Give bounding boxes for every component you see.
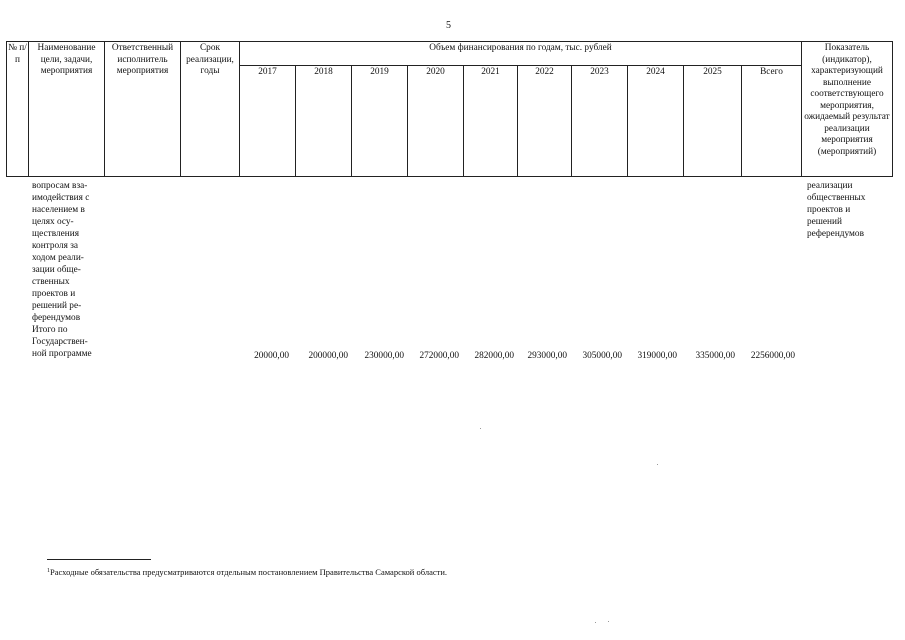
total-value-2019: 230000,00	[364, 351, 404, 361]
total-value-2022: 293000,00	[527, 351, 567, 361]
scan-speck	[608, 621, 609, 622]
total-value-all: 2256000,00	[750, 351, 795, 361]
text-line: референдумов	[807, 229, 864, 239]
header-total: Всего	[742, 66, 802, 177]
text-line: ственных	[32, 277, 70, 287]
text-line: населением в	[32, 205, 85, 215]
total-value-2017: 20000,00	[254, 351, 289, 361]
text-line: проектов и	[32, 289, 76, 299]
header-year: 2018	[296, 66, 352, 177]
text-line: ферендумов	[32, 313, 81, 323]
header-funding: Объем финансирования по годам, тыс. рублей	[240, 42, 802, 66]
text-line: ществления	[32, 229, 79, 239]
text-line: имодействия с	[32, 193, 90, 203]
header-year: 2017	[240, 66, 296, 177]
header-year: 2022	[518, 66, 572, 177]
total-value-2024: 319000,00	[637, 351, 677, 361]
header-number: № п/п	[7, 42, 29, 177]
total-value-2020: 272000,00	[419, 351, 459, 361]
total-value-2018: 200000,00	[308, 351, 348, 361]
scan-speck	[480, 428, 481, 429]
continued-indicator	[807, 180, 887, 240]
total-value-2025: 335000,00	[695, 351, 735, 361]
header-name: Наименование цели, задачи, мероприятия	[29, 42, 105, 177]
text-line: Государствен-	[32, 337, 88, 347]
footnote	[47, 566, 447, 578]
header-year: 2020	[408, 66, 464, 177]
text-line: целях осу-	[32, 217, 74, 227]
page-number: 5	[446, 20, 451, 31]
text-line: контроля за	[32, 241, 79, 251]
header-year: 2023	[572, 66, 628, 177]
text-line: общественных	[807, 193, 866, 203]
header-year: 2019	[352, 66, 408, 177]
text-line: зации обще-	[32, 265, 81, 275]
text-line: проектов и	[807, 205, 851, 215]
continued-item-name	[32, 180, 104, 360]
footnote-text: Расходные обязательства предусматриваются отдельным постановлением Правительства Самарской области.	[50, 567, 448, 577]
footnote-separator	[47, 559, 151, 560]
text-line: ходом реали-	[32, 253, 84, 263]
scan-speck	[657, 464, 658, 465]
scan-speck	[595, 622, 596, 623]
footnote-marker: 1	[47, 568, 50, 574]
text-line: Итого по	[32, 325, 68, 335]
text-line: решений	[807, 217, 842, 227]
header-period: Срок реализации, годы	[181, 42, 240, 177]
header-indicator: Показатель (индикатор), характеризующий выполнение соответствующего мероприятия, ожидаемый результат реализации мероприятия (мероприятий)	[802, 42, 893, 177]
header-year: 2025	[684, 66, 742, 177]
header-year: 2024	[628, 66, 684, 177]
header-executor: Ответственный исполнитель мероприятия	[105, 42, 181, 177]
text-line: реализации	[807, 181, 853, 191]
header-year: 2021	[464, 66, 518, 177]
total-value-2023: 305000,00	[582, 351, 622, 361]
text-line: решений ре-	[32, 301, 82, 311]
text-line: вопросам вза-	[32, 181, 88, 191]
text-line: ной программе	[32, 349, 92, 359]
total-value-2021: 282000,00	[474, 351, 514, 361]
funding-table-header	[6, 41, 893, 177]
